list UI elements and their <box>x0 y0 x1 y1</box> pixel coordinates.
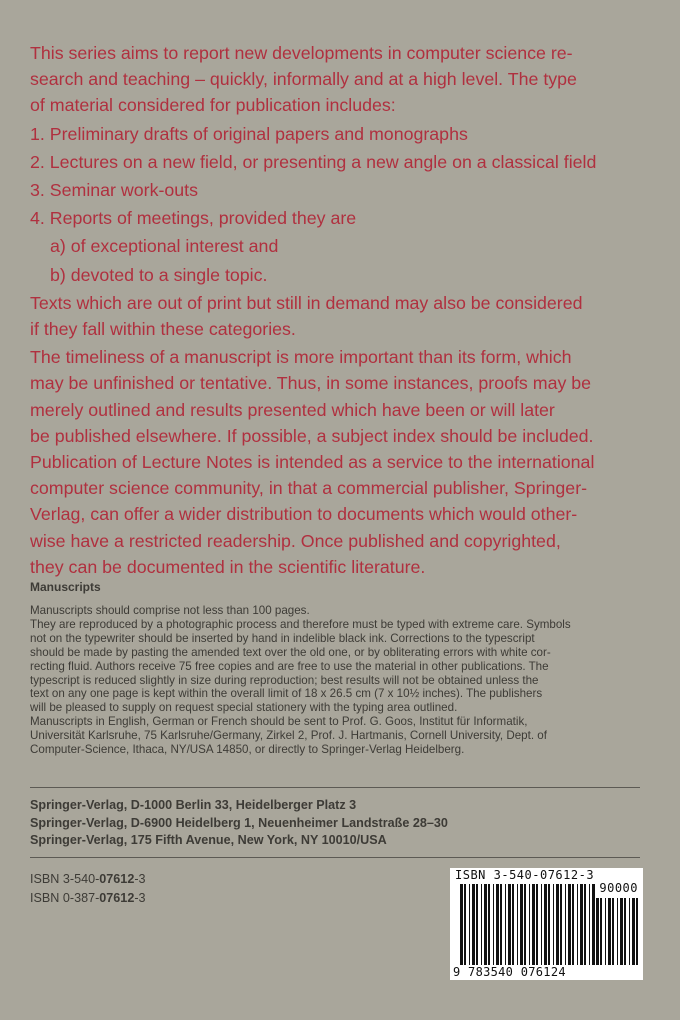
barcode-bar <box>629 898 630 965</box>
paragraph-line: Texts which are out of print but still in demand may also be considered <box>30 292 583 313</box>
barcode-bar <box>560 884 562 965</box>
sub-list-item: b) devoted to a single topic. <box>50 264 268 285</box>
manuscripts-heading: Manuscripts <box>30 580 101 594</box>
paragraph-line: if they fall within these categories. <box>30 319 296 340</box>
isbn-check: -3 <box>134 891 146 905</box>
address-line: Springer-Verlag, D-1000 Berlin 33, Heidelberger Platz 3 <box>30 798 357 812</box>
barcode-bar <box>596 898 599 965</box>
isbn-prefix: ISBN 3-540- <box>30 872 100 886</box>
barcode-bars <box>450 868 643 980</box>
barcode-bar <box>620 898 623 965</box>
isbn-line <box>30 870 146 889</box>
list-item: 3. Seminar work-outs <box>30 180 198 201</box>
barcode-bar <box>568 884 571 965</box>
list-item: 2. Lectures on a new field, or presenting a new angle on a classical field <box>30 151 597 172</box>
manuscripts-line: will be pleased to supply on request special stationery with the typing area outlined. <box>30 701 458 715</box>
barcode-bar <box>469 884 470 965</box>
list-item: 4. Reports of meetings, provided they are <box>30 208 357 229</box>
barcode-bar <box>608 898 611 965</box>
barcode-bar <box>520 884 523 965</box>
barcode-bar <box>636 898 638 965</box>
divider <box>30 857 640 858</box>
barcode-bar <box>600 898 602 965</box>
paragraph-line: Verlag, can offer a wider distribution to documents which would other- <box>30 504 578 525</box>
manuscripts-line: recting fluid. Authors receive 75 free copies and are free to use the material in other publications. The <box>30 659 549 673</box>
barcode-bar <box>476 884 478 965</box>
paragraph-line: be published elsewhere. If possible, a subject index should be included. <box>30 425 594 446</box>
barcode-bar <box>500 884 502 965</box>
barcode-bar <box>577 884 578 965</box>
manuscripts-section <box>30 580 640 757</box>
barcode-bar <box>605 898 606 965</box>
paragraph-line: they can be documented in the scientific literature. <box>30 556 426 577</box>
barcode-bar <box>517 884 518 965</box>
intro-line: search and teaching – quickly, informally and at a high level. The type <box>30 69 577 90</box>
manuscripts-line: Manuscripts in English, German or French should be sent to Prof. G. Goos, Institut für Informatik, <box>30 715 528 729</box>
manuscripts-line: text on any one page is kept within the overall limit of 18 x 26.5 cm (7 x 10½ inches). The publishers <box>30 687 543 701</box>
barcode-price-code: 90000 <box>599 881 638 895</box>
barcode-bar <box>584 884 586 965</box>
series-description <box>30 40 642 580</box>
divider <box>30 787 640 788</box>
isbn-check: -3 <box>134 872 146 886</box>
intro-line: This series aims to report new developments in computer science re- <box>30 43 573 63</box>
barcode-isbn-text: ISBN 3-540-07612-3 <box>455 868 595 882</box>
manuscripts-line: They are reproduced by a photographic process and therefore must be typed with extreme care. Symbols <box>30 617 571 631</box>
barcode-bar <box>589 884 590 965</box>
paragraph-line: The timeliness of a manuscript is more important than its form, which <box>30 347 572 368</box>
barcode-bar <box>556 884 559 965</box>
barcode-bar <box>548 884 550 965</box>
manuscripts-line: Universität Karlsruhe, 75 Karlsruhe/Germany, Zirkel 2, Prof. J. Hartmanis, Cornell University, Dept. of <box>30 729 547 743</box>
barcode-bar <box>624 898 626 965</box>
isbn-core: 07612 <box>99 891 135 905</box>
barcode-bar <box>524 884 526 965</box>
isbn-core: 07612 <box>99 872 135 886</box>
barcode-bar <box>464 884 466 965</box>
barcode-bar <box>488 884 490 965</box>
barcode-bar <box>565 884 566 965</box>
paragraph-line: Publication of Lecture Notes is intended as a service to the international <box>30 452 595 473</box>
isbn-prefix: ISBN 0-387- <box>30 891 100 905</box>
barcode-bar <box>612 898 614 965</box>
barcode-bar <box>512 884 514 965</box>
manuscripts-line: should be made by pasting the amended text over the old one, or by obliterating errors with white cor- <box>30 645 551 659</box>
paragraph-line: may be unfinished or tentative. Thus, in some instances, proofs may be <box>30 373 592 394</box>
barcode-bar <box>496 884 499 965</box>
paragraph-line: merely outlined and results presented which have been or will later <box>30 399 555 420</box>
barcode-number: 9 783540 076124 <box>453 965 566 979</box>
paragraph-line: computer science community, in that a commercial publisher, Springer- <box>30 478 588 499</box>
barcode-bar <box>481 884 482 965</box>
address-line: Springer-Verlag, 175 Fifth Avenue, New York, NY 10010/USA <box>30 833 387 847</box>
barcode-bar <box>472 884 475 965</box>
barcode-bar <box>617 898 618 965</box>
barcode-bar <box>541 884 542 965</box>
sub-list-item: a) of exceptional interest and <box>50 236 279 257</box>
barcode-label <box>450 868 643 980</box>
publisher-addresses <box>30 797 640 850</box>
manuscripts-line: not on the typewriter should be inserted by hand in indelible black ink. Corrections to the typescript <box>30 631 535 645</box>
barcode-bar <box>484 884 487 965</box>
barcode-bar <box>532 884 535 965</box>
barcode-bar <box>553 884 554 965</box>
address-line: Springer-Verlag, D-6900 Heidelberg 1, Neuenheimer Landstraße 28–30 <box>30 815 448 830</box>
paragraph-line: wise have a restricted readership. Once published and copyrighted, <box>30 530 561 551</box>
barcode-bar <box>544 884 547 965</box>
intro-line: of material considered for publication includes: <box>30 95 396 116</box>
barcode-bar <box>508 884 511 965</box>
isbn-line <box>30 889 146 908</box>
barcode-bar <box>592 884 595 965</box>
barcode-bar <box>580 884 583 965</box>
barcode-bar <box>460 884 463 965</box>
barcode-bar <box>572 884 574 965</box>
manuscripts-line: Computer-Science, Ithaca, NY/USA 14850, or directly to Springer-Verlag Heidelberg. <box>30 743 465 757</box>
isbn-block <box>30 870 146 908</box>
barcode-bar <box>632 898 635 965</box>
barcode-bar <box>536 884 538 965</box>
list-item: 1. Preliminary drafts of original papers and monographs <box>30 123 468 144</box>
barcode-bar <box>493 884 494 965</box>
manuscripts-line: Manuscripts should comprise not less than 100 pages. <box>30 604 310 617</box>
barcode-bar <box>529 884 530 965</box>
barcode-bar <box>505 884 506 965</box>
manuscripts-line: typescript is reduced slightly in size during reproduction; best results will not be obtained unless the <box>30 673 539 687</box>
